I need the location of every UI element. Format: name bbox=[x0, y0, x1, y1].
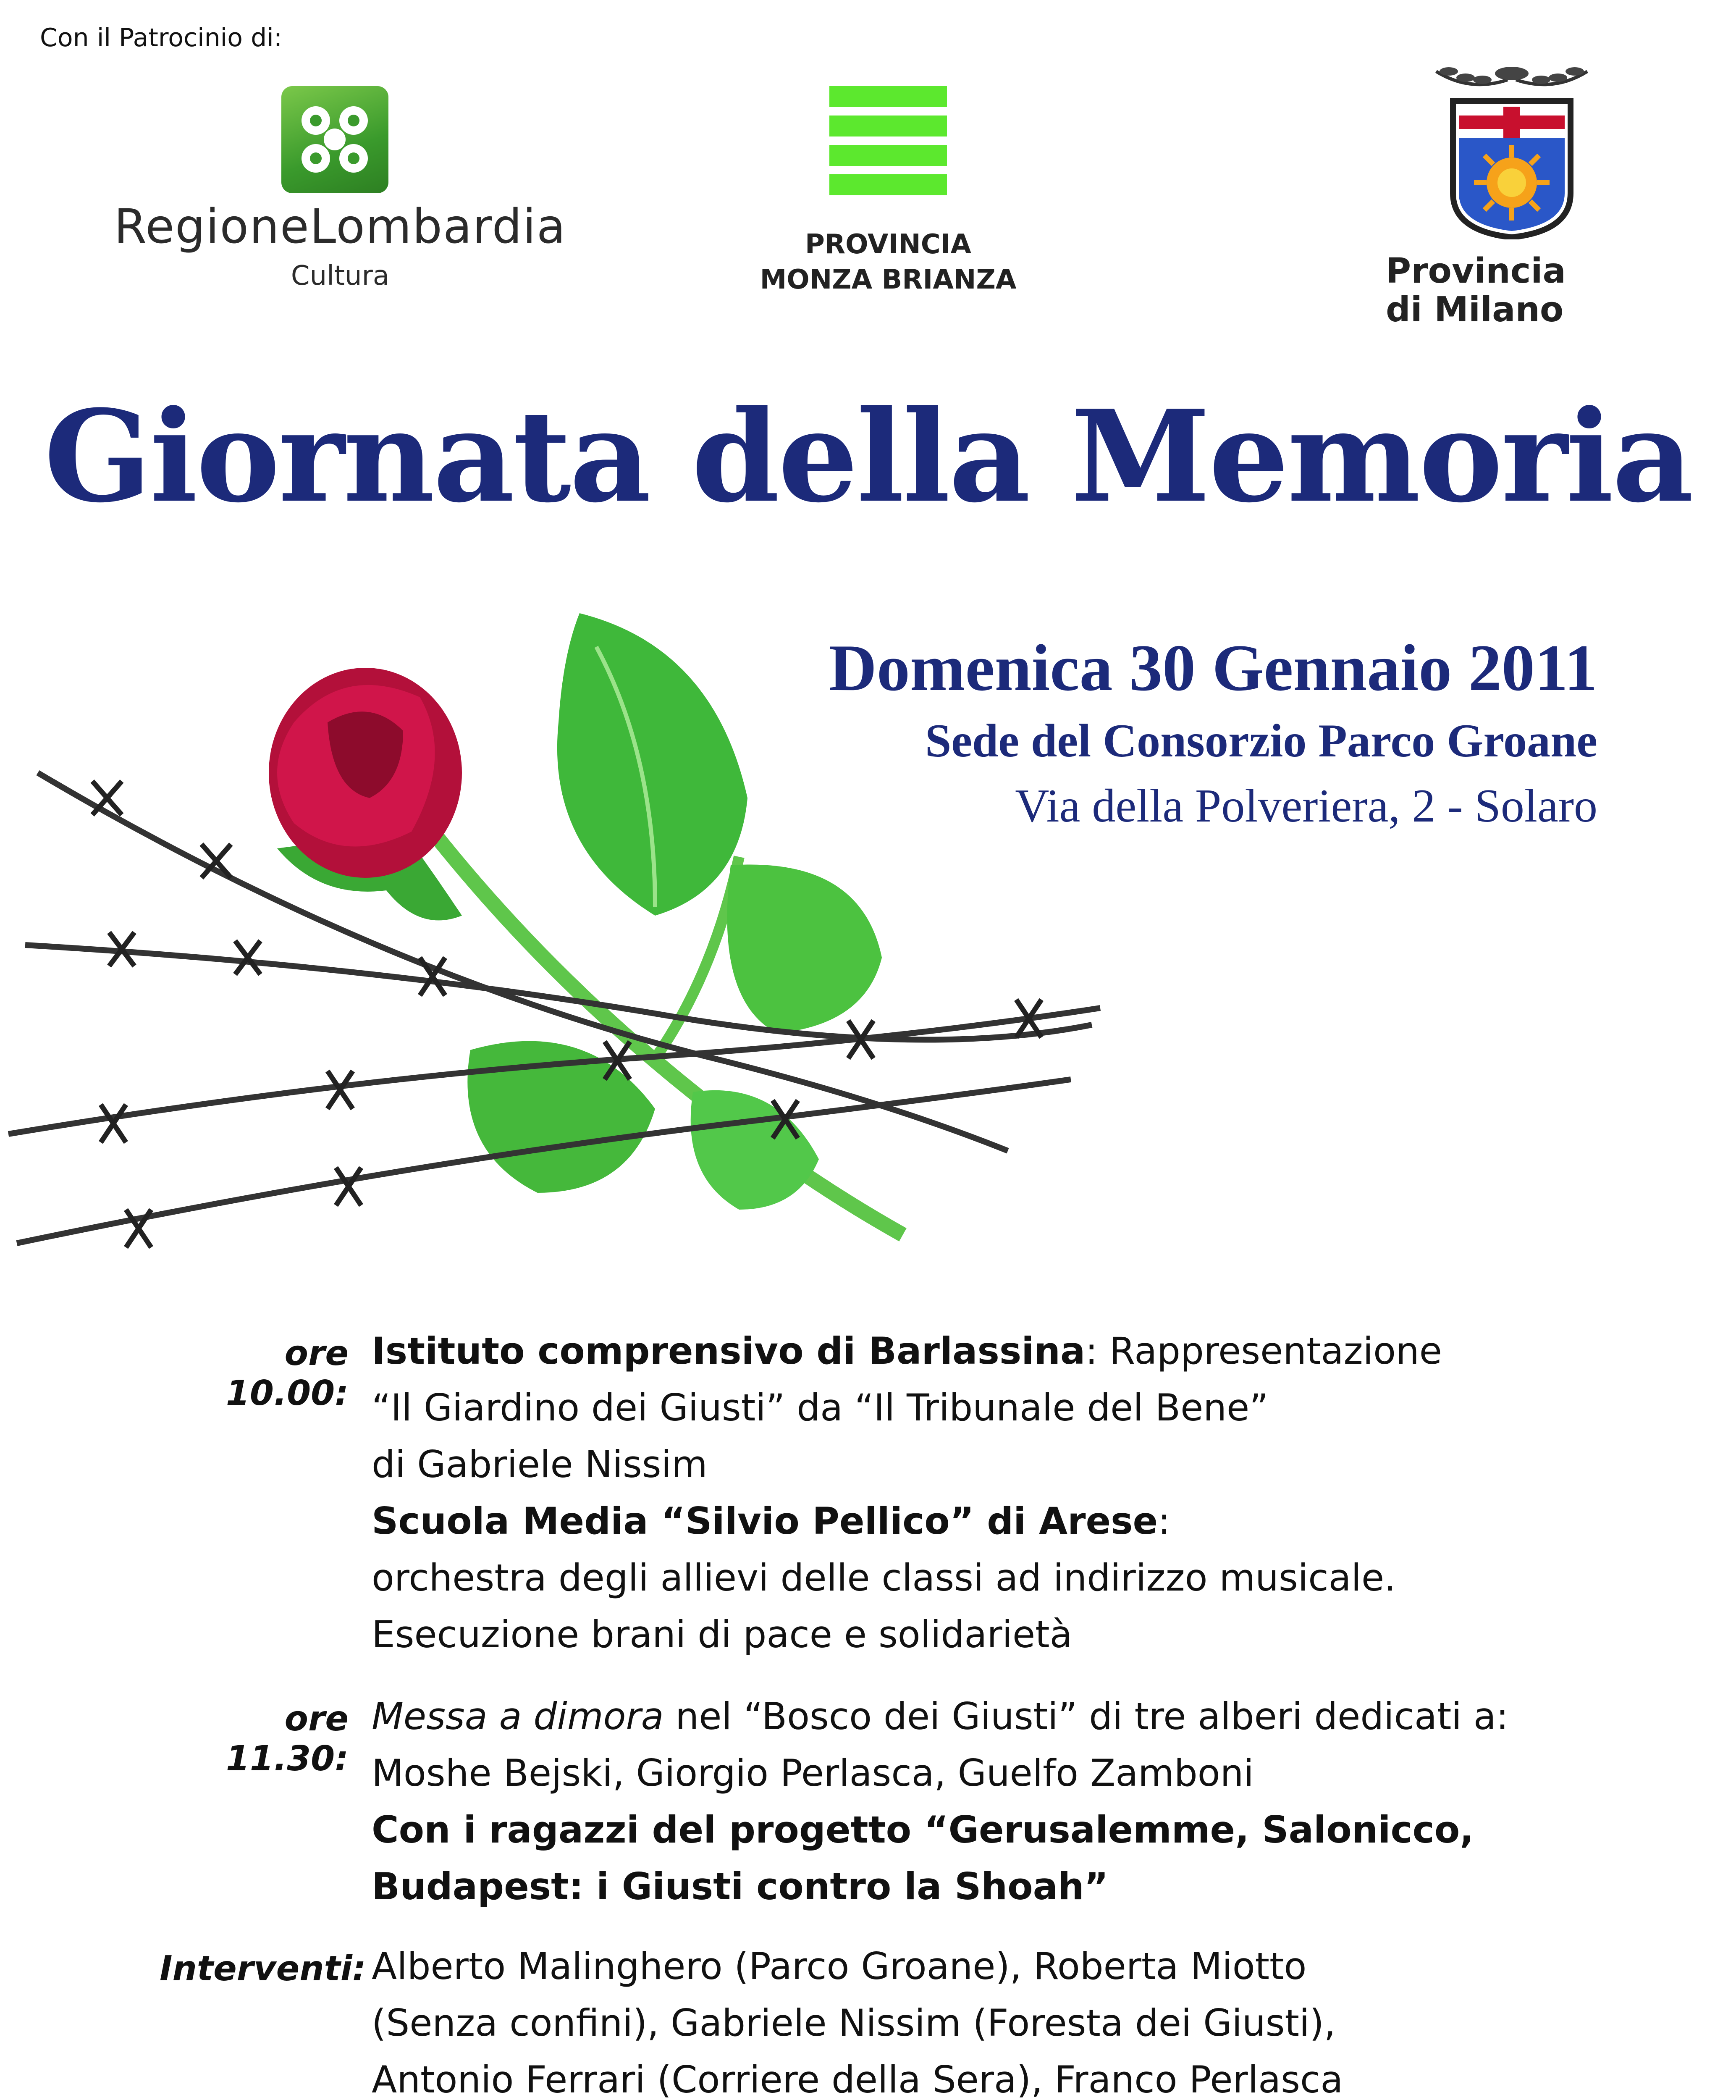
monza-logo-bar-4 bbox=[829, 174, 947, 195]
program-line: Moshe Bejski, Giorgio Perlasca, Guelfo Zamboni bbox=[372, 1751, 1254, 1795]
program-line: Messa a dimora nel “Bosco dei Giusti” di tre alberi dedicati a: bbox=[372, 1695, 1509, 1738]
regione-lombardia-logo bbox=[281, 86, 388, 193]
event-date: Domenica 30 Gennaio 2011 bbox=[829, 631, 1597, 705]
event-address: Via della Polveriera, 2 - Solaro bbox=[1015, 780, 1597, 832]
cross-flower-icon bbox=[281, 86, 388, 193]
program-time-2: ore 11.30: bbox=[226, 1699, 349, 1779]
event-venue: Sede del Consorzio Parco Groane bbox=[925, 715, 1597, 767]
crest-icon bbox=[1424, 55, 1600, 239]
program-line: Alberto Malinghero (Parco Groane), Roberta Miotto bbox=[372, 1945, 1307, 1988]
program-time-1: ore 10.00: bbox=[226, 1334, 349, 1413]
page-title: Giornata della Memoria bbox=[44, 382, 1692, 530]
program-line: orchestra degli allievi delle classi ad indirizzo musicale. bbox=[372, 1556, 1396, 1599]
provincia-milano-crest bbox=[1424, 55, 1600, 239]
program-line: Esecuzione brani di pace e solidarietà bbox=[372, 1613, 1073, 1656]
program-line: “Il Giardino dei Giusti” da “Il Tribunale del Bene” bbox=[372, 1386, 1269, 1429]
program-line: (Senza confini), Gabriele Nissim (Foresta dei Giusti), bbox=[372, 2001, 1336, 2045]
program-line: Con i ragazzi del progetto “Gerusalemme, Salonicco, bbox=[372, 1808, 1474, 1851]
program-line: Budapest: i Giusti contro la Shoah” bbox=[372, 1865, 1109, 1908]
regione-lombardia-name: RegioneLombardia bbox=[114, 200, 566, 254]
monza-logo-bar-3 bbox=[829, 145, 947, 166]
provincia-milano-label: Provincia di Milano bbox=[1386, 251, 1566, 330]
program-time-3: Interventi: bbox=[160, 1949, 366, 1989]
regione-lombardia-sub: Cultura bbox=[291, 260, 390, 291]
program-line: Antonio Ferrari (Corriere della Sera), Franco Perlasca bbox=[372, 2058, 1343, 2100]
monza-logo-bar-1 bbox=[829, 86, 947, 107]
program-line: Scuola Media “Silvio Pellico” di Arese: bbox=[372, 1499, 1170, 1543]
program-line: Istituto comprensivo di Barlassina: Rappresentazione bbox=[372, 1329, 1442, 1373]
program-line: di Gabriele Nissim bbox=[372, 1443, 708, 1486]
provincia-monza-label: PROVINCIA MONZA BRIANZA bbox=[760, 229, 1017, 295]
patrocinio-label: Con il Patrocinio di: bbox=[40, 23, 283, 52]
monza-logo-bar-2 bbox=[829, 116, 947, 136]
